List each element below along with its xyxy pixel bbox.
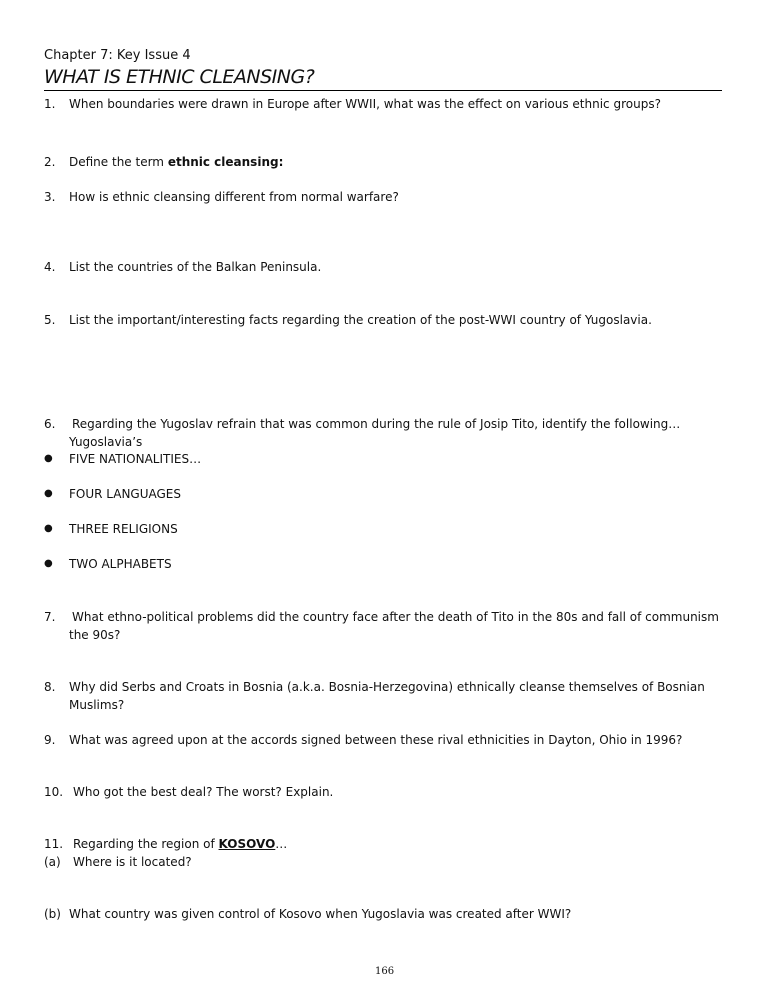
question-number: 1. <box>44 97 56 111</box>
question-number: 4. <box>44 260 56 274</box>
bullet-icon: ● <box>44 558 53 569</box>
bullet-text: TWO ALPHABETS <box>69 557 172 571</box>
question-number: 5. <box>44 313 56 327</box>
bullet-text: THREE RELIGIONS <box>69 522 178 536</box>
chapter-heading: Chapter 7: Key Issue 4 <box>44 48 191 63</box>
question-text: Regarding the Yugoslav refrain that was common during the rule of Josip Tito, identify the following… <box>72 417 681 431</box>
question-text: What ethno-political problems did the country face after the death of Tito in the 80s and fall of communism <box>72 610 719 624</box>
bullet-icon: ● <box>44 523 53 534</box>
question-text <box>69 153 283 171</box>
question-text: When boundaries were drawn in Europe after WWII, what was the effect on various ethnic groups? <box>69 97 661 111</box>
question-text: Yugoslavia’s <box>69 435 143 449</box>
question-text: Muslims? <box>69 698 125 712</box>
term-kosovo: KOSOVO <box>218 837 276 851</box>
question-number: 7. <box>44 610 56 624</box>
subquestion-label: (a) <box>44 855 61 869</box>
question-text: What was agreed upon at the accords signed between these rival ethnicities in Dayton, Ohio in 1996? <box>69 733 683 747</box>
question-text-post: … <box>275 837 288 851</box>
question-number: 2. <box>44 155 56 169</box>
question-number: 3. <box>44 190 56 204</box>
question-number: 10. <box>44 785 64 799</box>
subquestion-text: What country was given control of Kosovo when Yugoslavia was created after WWI? <box>69 907 572 921</box>
question-text-pre: Regarding the region of <box>73 837 219 851</box>
question-text: Why did Serbs and Croats in Bosnia (a.k.a. Bosnia-Herzegovina) ethnically cleanse themselves of Bosnian <box>69 680 705 694</box>
question-text-pre: Define the term <box>69 155 168 169</box>
bullet-text: FIVE NATIONALITIES… <box>69 452 202 466</box>
bullet-icon: ● <box>44 488 53 499</box>
page-number: 166 <box>375 966 395 977</box>
subquestion-label: (b) <box>44 907 61 921</box>
question-text: Who got the best deal? The worst? Explain. <box>73 785 334 799</box>
page-title: WHAT IS ETHNIC CLEANSING? <box>44 66 315 88</box>
question-text: List the important/interesting facts regarding the creation of the post-WWI country of Yugoslavia. <box>69 313 652 327</box>
bullet-icon: ● <box>44 453 53 464</box>
question-text: List the countries of the Balkan Peninsula. <box>69 260 322 274</box>
bullet-text: FOUR LANGUAGES <box>69 487 182 501</box>
term-ethnic-cleansing: ethnic cleansing: <box>167 155 284 169</box>
question-number: 8. <box>44 680 56 694</box>
title-divider <box>44 90 722 91</box>
subquestion-text: Where is it located? <box>73 855 192 869</box>
question-text <box>73 835 287 853</box>
question-number: 9. <box>44 733 56 747</box>
question-text: How is ethnic cleansing different from normal warfare? <box>69 190 399 204</box>
question-number: 11. <box>44 837 64 851</box>
question-text: the 90s? <box>69 628 121 642</box>
question-number: 6. <box>44 417 56 431</box>
